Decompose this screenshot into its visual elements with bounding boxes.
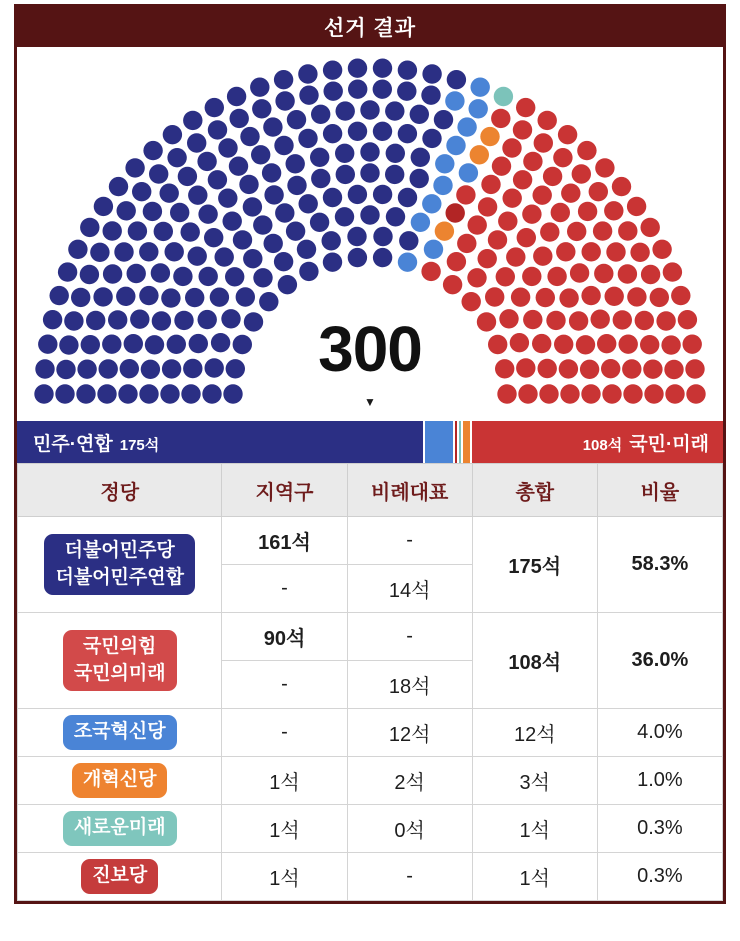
seat-dot (593, 221, 612, 240)
seat-dot (310, 148, 329, 167)
seat-dot (128, 221, 147, 240)
results-table (17, 463, 723, 901)
seat-dot (457, 234, 476, 253)
seat-dot (595, 158, 614, 177)
seat-dot (604, 201, 623, 220)
col-header-ratio: 비율 (597, 464, 722, 517)
seat-dot (197, 152, 216, 171)
seat-bar-segment (17, 421, 425, 463)
seat-dot (335, 144, 354, 163)
seat-dot (421, 262, 440, 281)
seat-dot (93, 287, 112, 306)
seat-dot (264, 234, 283, 253)
seat-dot (262, 163, 281, 182)
seat-dot (185, 288, 204, 307)
seat-dot (311, 169, 330, 188)
page-title: 선거 결과 (324, 17, 416, 40)
seat-dot (558, 125, 577, 144)
seat-dot (225, 267, 244, 286)
seat-dot (373, 59, 392, 78)
seat-dot (139, 286, 158, 305)
seat-dot (218, 189, 237, 208)
proportional-seats-cell: 0석 (347, 805, 472, 853)
party-name: 더불어민주연합 (55, 566, 184, 588)
party-name: 국민의힘 (83, 635, 157, 657)
seat-dot (143, 202, 162, 221)
seat-dot (275, 203, 294, 222)
seat-dot (551, 203, 570, 222)
seat-dot (125, 158, 144, 177)
seat-dot (481, 175, 500, 194)
district-seats-cell: - (222, 661, 347, 709)
seat-dot (502, 138, 521, 157)
seat-dot (310, 213, 329, 232)
seat-dot (205, 98, 224, 117)
table-row (18, 805, 723, 853)
seat-dot (605, 287, 624, 306)
seat-dot (68, 240, 87, 259)
total-seats-cell: 1석 (472, 805, 597, 853)
seat-dot (109, 177, 128, 196)
seat-dot (132, 182, 151, 201)
seat-dot (516, 98, 535, 117)
ratio-cell: 0.3% (597, 805, 722, 853)
seat-dot (151, 263, 170, 282)
party-cell (18, 805, 222, 853)
seat-dot (127, 264, 146, 283)
seat-dot (561, 184, 580, 203)
seat-dot (606, 242, 625, 261)
seat-dot (154, 222, 173, 241)
seat-dot (286, 154, 305, 173)
seat-dot (513, 120, 532, 139)
seat-dot (178, 167, 197, 186)
seat-dot (522, 267, 541, 286)
seat-dot (471, 78, 490, 97)
party-name: 더불어민주당 (64, 539, 175, 561)
seat-dot (143, 141, 162, 160)
seat-dot (50, 286, 69, 305)
seat-share-bar (17, 421, 723, 463)
seat-dot (167, 148, 186, 167)
seat-dot (183, 111, 202, 130)
seat-dot (322, 231, 341, 250)
party-name: 진보당 (92, 865, 148, 887)
seat-dot (445, 91, 464, 110)
seat-dot (447, 70, 466, 89)
seat-dot (491, 109, 510, 128)
table-header-row (18, 464, 723, 517)
seat-dot (456, 185, 475, 204)
seat-dot (618, 264, 637, 283)
seat-dot (397, 82, 416, 101)
seat-dot (323, 253, 342, 272)
seat-dot (578, 202, 597, 221)
seat-dot (274, 136, 293, 155)
seat-dot (410, 105, 429, 124)
seat-dot (511, 288, 530, 307)
party-name: 개혁신당 (83, 769, 157, 791)
seat-dot (468, 215, 487, 234)
seat-dot (577, 141, 596, 160)
party-badge (72, 763, 167, 798)
seat-dot (253, 268, 272, 287)
seat-dot (204, 228, 223, 247)
seat-dot (513, 170, 532, 189)
seat-dot (348, 248, 367, 267)
col-header-party: 정당 (18, 464, 222, 517)
seat-dot (435, 154, 454, 173)
ratio-cell: 0.3% (597, 853, 722, 901)
down-arrow-icon: ▼ (364, 395, 376, 409)
seat-dot (627, 287, 646, 306)
seat-dot (398, 188, 417, 207)
seat-dot (385, 165, 404, 184)
seat-dot (478, 249, 497, 268)
total-seats-cell: 108석 (472, 613, 597, 709)
seat-dot (80, 265, 99, 284)
proportional-seats-cell: 12석 (347, 709, 472, 757)
seat-dot (348, 122, 367, 141)
seat-dot (298, 129, 317, 148)
ratio-cell: 36.0% (597, 613, 722, 709)
seat-dot (398, 124, 417, 143)
seat-dot (582, 242, 601, 261)
seat-dot (299, 194, 318, 213)
seat-dot (618, 221, 637, 240)
seat-dot (385, 101, 404, 120)
seat-dot (641, 218, 660, 237)
seat-dot (567, 222, 586, 241)
seat-dot (233, 230, 252, 249)
party-cell (18, 853, 222, 901)
seat-dot (663, 262, 682, 281)
seat-dot (165, 242, 184, 261)
seat-dot (103, 221, 122, 240)
col-header-district: 지역구 (222, 464, 347, 517)
seat-dot (540, 222, 559, 241)
seat-dot (208, 120, 227, 139)
seat-dot (149, 164, 168, 183)
seat-dot (323, 188, 342, 207)
seat-dot (467, 268, 486, 287)
seat-dot (160, 184, 179, 203)
seat-dot (556, 242, 575, 261)
seat-dot (462, 292, 481, 311)
ratio-cell: 58.3% (597, 517, 722, 613)
ratio-cell: 4.0% (597, 709, 722, 757)
seat-dot (287, 176, 306, 195)
seat-dot (297, 240, 316, 259)
seat-dot (373, 185, 392, 204)
seat-dot (496, 267, 515, 286)
seat-dot (323, 61, 342, 80)
seat-dot (422, 194, 441, 213)
seat-dot (533, 247, 552, 266)
col-header-total: 총합 (472, 464, 597, 517)
seat-dot (523, 152, 542, 171)
seat-dot (275, 91, 294, 110)
seat-dot (470, 145, 489, 164)
proportional-seats-cell: 18석 (347, 661, 472, 709)
left-party-name: 민주·연합 (33, 433, 113, 455)
seat-dot (181, 222, 200, 241)
seat-dot (348, 59, 367, 78)
seat-dot (251, 145, 270, 164)
proportional-seats-cell: 2석 (347, 757, 472, 805)
seat-dot (630, 243, 649, 262)
seat-dot (117, 201, 136, 220)
title-bar (17, 7, 723, 47)
seat-bar-segment (463, 421, 472, 463)
seat-dot (274, 70, 293, 89)
seat-dot (373, 248, 392, 267)
seat-dot (116, 287, 135, 306)
seat-dot (323, 124, 342, 143)
right-party-name: 국민·미래 (629, 433, 709, 455)
party-name: 조국혁신당 (73, 721, 166, 743)
seat-dot (589, 182, 608, 201)
seat-dot (612, 177, 631, 196)
district-seats-cell: 1석 (222, 805, 347, 853)
seat-dot (435, 222, 454, 241)
seat-dot (411, 213, 430, 232)
seat-dot (210, 288, 229, 307)
seat-dot (243, 197, 262, 216)
seat-dot (229, 157, 248, 176)
seat-dot (94, 197, 113, 216)
seat-dot (522, 205, 541, 224)
seat-dot (553, 148, 572, 167)
seat-dot (170, 203, 189, 222)
seat-dot (492, 157, 511, 176)
seat-dot (543, 167, 562, 186)
proportional-seats-cell: - (347, 853, 472, 901)
seat-dot (536, 288, 555, 307)
table-row (18, 517, 723, 565)
seat-dot (360, 163, 379, 182)
party-cell (18, 613, 222, 709)
seat-dot (360, 100, 379, 119)
total-seats-label: 300 (318, 313, 422, 385)
seat-dot (422, 129, 441, 148)
seat-dot (386, 207, 405, 226)
seat-dot (386, 144, 405, 163)
col-header-proportional: 비례대표 (347, 464, 472, 517)
seat-dot (139, 242, 158, 261)
seat-dot (373, 122, 392, 141)
seat-dot (485, 287, 504, 306)
seat-dot (494, 87, 513, 106)
district-seats-cell: 1석 (222, 757, 347, 805)
seat-dot (218, 138, 237, 157)
table-row (18, 613, 723, 661)
seat-dot (347, 227, 366, 246)
seat-dot (488, 230, 507, 249)
table-row (18, 853, 723, 901)
seat-dot (243, 249, 262, 268)
seat-dot (264, 185, 283, 204)
table-row (18, 709, 723, 757)
seat-dot (199, 267, 218, 286)
seat-dot (399, 231, 418, 250)
party-cell (18, 517, 222, 613)
seat-dot (421, 86, 440, 105)
party-badge (63, 811, 177, 846)
seat-dot (187, 133, 206, 152)
seat-dot (650, 288, 669, 307)
seat-dot (498, 212, 517, 231)
seat-dot (103, 264, 122, 283)
seat-dot (547, 267, 566, 286)
seat-dot (411, 148, 430, 167)
seat-dot (259, 292, 278, 311)
seat-dot (336, 165, 355, 184)
seat-dot (533, 186, 552, 205)
seat-dot (443, 275, 462, 294)
seat-dot (398, 61, 417, 80)
seat-dot (80, 218, 99, 237)
party-name: 새로운미래 (73, 817, 166, 839)
seat-dot (641, 265, 660, 284)
district-seats-cell: 161석 (222, 517, 347, 565)
seat-dot (223, 212, 242, 231)
seat-dot (594, 264, 613, 283)
seat-dot (459, 163, 478, 182)
seat-dot (227, 87, 246, 106)
district-seats-cell: 90석 (222, 613, 347, 661)
seat-dot (581, 286, 600, 305)
seat-dot (469, 99, 488, 118)
party-badge (63, 630, 177, 691)
seat-dot (446, 136, 465, 155)
right-party-seats: 108석 (582, 436, 623, 454)
total-seats-cell: 3석 (472, 757, 597, 805)
seat-dot (71, 288, 90, 307)
seat-dot (58, 262, 77, 281)
seat-bar-segment (425, 421, 455, 463)
seat-dot (335, 207, 354, 226)
district-seats-cell: - (222, 565, 347, 613)
seat-dot (478, 197, 497, 216)
seat-dot (534, 133, 553, 152)
party-name: 국민의미래 (73, 662, 166, 684)
proportional-seats-cell: - (347, 517, 472, 565)
seat-dot (348, 185, 367, 204)
seat-dot (373, 227, 392, 246)
seat-dot (652, 240, 671, 259)
seat-dot (422, 64, 441, 83)
seat-dot (188, 186, 207, 205)
seat-dot (208, 170, 227, 189)
party-cell (18, 709, 222, 757)
seat-dot (298, 64, 317, 83)
seat-dot (570, 263, 589, 282)
left-party-seats: 175석 (119, 436, 160, 454)
proportional-seats-cell: - (347, 613, 472, 661)
seat-dot (240, 127, 259, 146)
seat-dot (410, 169, 429, 188)
seat-dot (517, 228, 536, 247)
seat-dot (360, 142, 379, 161)
seat-dot (311, 105, 330, 124)
table-row (18, 757, 723, 805)
election-result-card (14, 4, 726, 904)
district-seats-cell: - (222, 709, 347, 757)
seat-dot (671, 286, 690, 305)
seat-dot (299, 262, 318, 281)
ratio-cell: 1.0% (597, 757, 722, 805)
seat-dot (161, 288, 180, 307)
parliament-chart (17, 47, 723, 421)
seat-dot (503, 189, 522, 208)
seat-dot (287, 110, 306, 129)
seat-dot (446, 203, 465, 222)
seat-dot (114, 242, 133, 261)
seat-dot (572, 164, 591, 183)
seat-dot (286, 222, 305, 241)
proportional-seats-cell: 14석 (347, 565, 472, 613)
seat-dot (230, 109, 249, 128)
seat-dot (480, 127, 499, 146)
seat-dot (538, 111, 557, 130)
seat-bar-segment (472, 421, 723, 463)
seat-dot (252, 99, 271, 118)
seat-dot (434, 110, 453, 129)
seat-dot (627, 197, 646, 216)
seat-dot (278, 275, 297, 294)
seat-dot (90, 243, 109, 262)
seat-dot (173, 267, 192, 286)
seat-dot (188, 247, 207, 266)
seat-dot (215, 247, 234, 266)
total-seats-cell: 175석 (472, 517, 597, 613)
seat-dot (163, 125, 182, 144)
seat-dot (236, 287, 255, 306)
party-badge (81, 859, 158, 894)
seat-dot (457, 117, 476, 136)
seat-dot (336, 101, 355, 120)
seat-dot (324, 82, 343, 101)
party-badge (44, 534, 194, 595)
bar-left-label (17, 429, 159, 456)
total-seats-cell: 1석 (472, 853, 597, 901)
party-badge (63, 715, 177, 750)
total-seats-cell: 12석 (472, 709, 597, 757)
bar-right-label (583, 429, 723, 456)
seat-dot (433, 176, 452, 195)
seat-dot (198, 205, 217, 224)
seat-dot (398, 253, 417, 272)
seat-dot (424, 240, 443, 259)
seat-dot (360, 205, 379, 224)
seat-dot (559, 288, 578, 307)
seat-dot (299, 86, 318, 105)
seat-dot (506, 247, 525, 266)
seat-dot (263, 117, 282, 136)
party-cell (18, 757, 222, 805)
seat-dot (373, 80, 392, 99)
seat-dot (274, 252, 293, 271)
seat-dot (253, 215, 272, 234)
seat-dot (447, 252, 466, 271)
seat-dot (348, 80, 367, 99)
district-seats-cell: 1석 (222, 853, 347, 901)
seat-dot (250, 78, 269, 97)
seat-dot (239, 175, 258, 194)
